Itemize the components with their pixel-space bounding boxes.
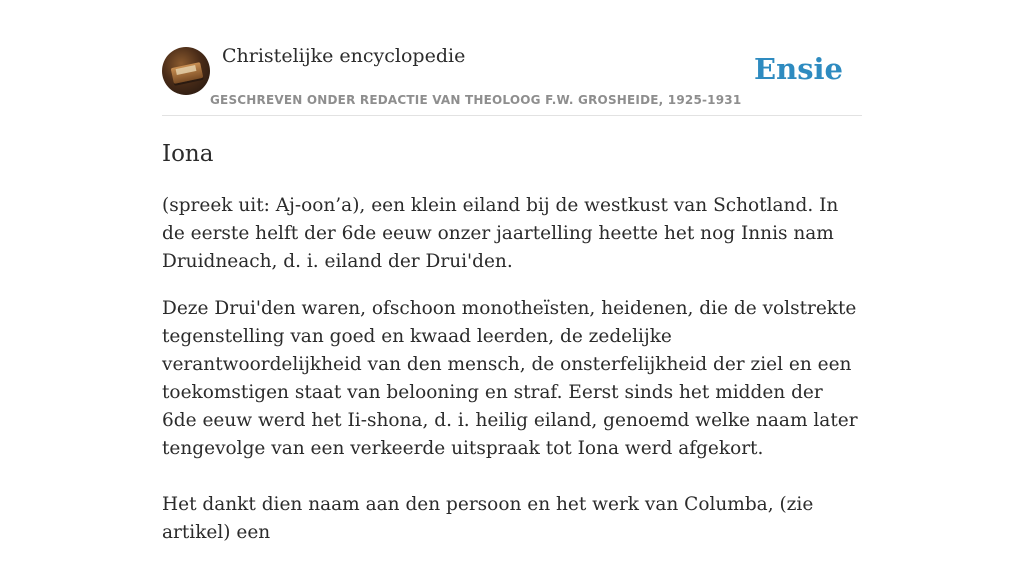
article-paragraph-3: Het dankt dien naam aan den persoon en het werk van Columba, (zie artikel) een [162,494,814,543]
book-avatar-icon[interactable] [162,47,210,95]
site-subtitle: GESCHREVEN ONDER REDACTIE VAN THEOLOOG F.W. GROSHEIDE, 1925-1931 [210,93,742,107]
article-paragraph-1: (spreek uit: Aj-oon’a), een klein eiland bij de westkust van Schotland. In de eerste helft der 6de eeuw onzer jaartelling heette het nog Innis nam Druidneach, d. i. eiland der Drui'den. [162,195,839,272]
page-container [162,0,862,543]
site-header [162,0,862,116]
article-paragraph-2: Deze Drui'den waren, ofschoon monotheïsten, heidenen, die de volstrekte tegenstelling van goed en kwaad leerden, de zedelijke verantwoordelijkheid van den mensch, de onsterfelijkheid der ziel en een toekomstigen staat van belooning en straf. Eerst sinds het midden der 6de eeuw werd het Ii-shona, d. i. heilig eiland, genoemd welke naam later tengevolge van een verkeerde uitspraak tot Iona werd afgekort. [162,298,858,459]
article-title: Iona [162,141,214,167]
site-title[interactable]: Christelijke encyclopedie [222,45,466,67]
brand-logo[interactable]: Ensie [754,52,843,86]
article-body [162,192,862,566]
